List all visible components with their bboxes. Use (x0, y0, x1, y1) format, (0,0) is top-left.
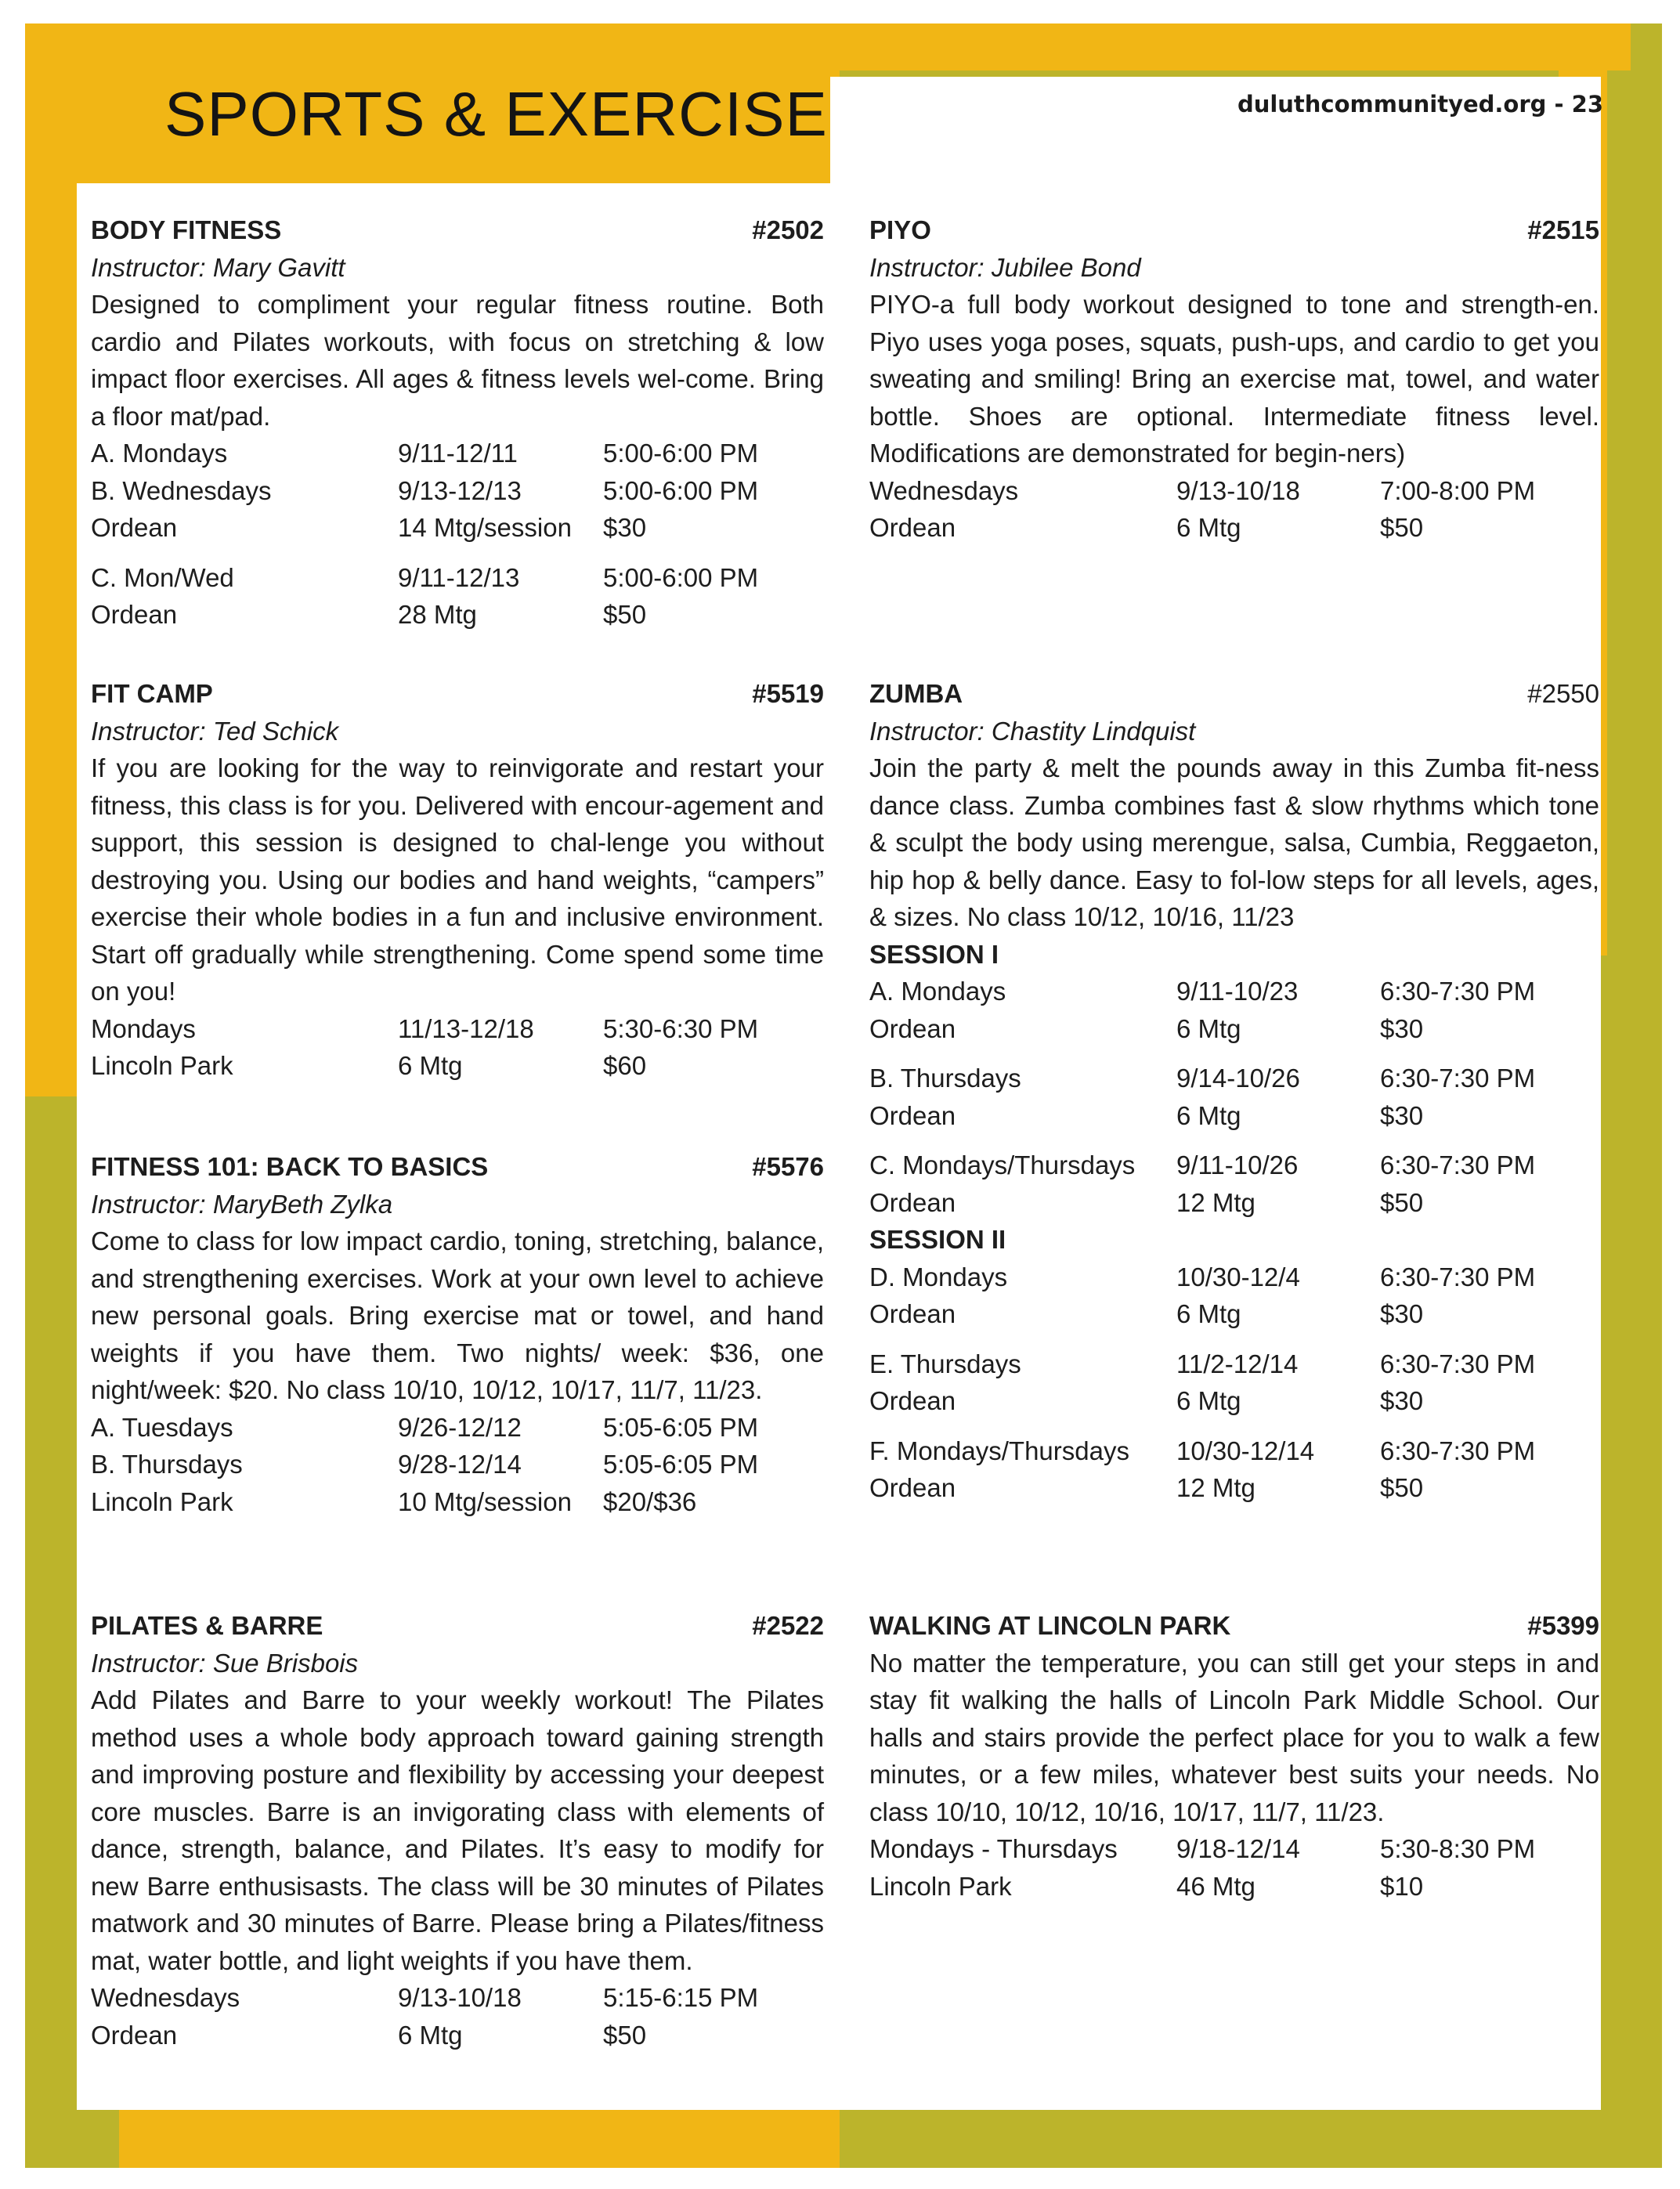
course-zumba (869, 675, 1599, 1507)
course-title: PIYO (869, 215, 931, 244)
course-pilates-barre (91, 1607, 824, 2054)
session-heading: SESSION I (869, 939, 999, 969)
course-instructor: Instructor: Jubilee Bond (869, 252, 1141, 282)
course-body-fitness (91, 211, 824, 634)
schedule-row: C. Mon/Wed 9/11-12/13 5:00-6:00 PM (91, 562, 759, 592)
course-instructor: Instructor: Chastity Lindquist (869, 716, 1196, 746)
schedule-row: Ordean 6 Mtg $30 (869, 1299, 1424, 1328)
course-number: #2502 (752, 215, 824, 244)
course-walking-lincoln-park (869, 1607, 1599, 1905)
session-heading: SESSION II (869, 1225, 1006, 1254)
background-gold-top-strip (840, 23, 1631, 70)
schedule-row: B. Thursdays 9/28-12/14 5:05-6:05 PM (91, 1450, 759, 1479)
schedule-row: A. Tuesdays 9/26-12/12 5:05-6:05 PM (91, 1412, 759, 1442)
course-instructor: Instructor: MaryBeth Zylka (91, 1189, 393, 1219)
course-instructor: Instructor: Sue Brisbois (91, 1648, 359, 1678)
schedule-row: Mondays - Thursdays 9/18-12/14 5:30-8:30 PM (869, 1834, 1536, 1863)
schedule-row: F. Mondays/Thursdays 10/30-12/14 6:30-7:30 PM (869, 1436, 1536, 1465)
schedule-row: Ordean 6 Mtg $30 (869, 1100, 1424, 1130)
course-description: If you are looking for the way to reinvigorate and restart your fitness, this class is for you. Delivered with encour-agement and support, this session is designed to chal-lenge you without destroying you. Using our bodies and hand weights, “campers” exercise their whole bodies in a fun and inclusive environment. Start off gradually while strengthening. Come spend some time on you! (91, 753, 824, 1006)
course-title: PILATES & BARRE (91, 1611, 323, 1640)
course-number: #5399 (1527, 1611, 1599, 1640)
schedule-row: Wednesdays 9/13-10/18 5:15-6:15 PM (91, 1983, 759, 2012)
schedule-row: Ordean 6 Mtg $50 (869, 513, 1424, 542)
course-number: #5576 (752, 1152, 824, 1181)
schedule-row: Ordean 12 Mtg $50 (869, 1187, 1424, 1217)
site-page-number: duluthcommunityed.org - 23 (1237, 91, 1603, 117)
schedule-row: Mondays 11/13-12/18 5:30-6:30 PM (91, 1013, 759, 1043)
schedule-row: A. Mondays 9/11-12/11 5:00-6:00 PM (91, 439, 759, 468)
schedule-row: E. Thursdays 11/2-12/14 6:30-7:30 PM (869, 1349, 1536, 1378)
course-description: Designed to compliment your regular fitness routine. Both cardio and Pilates workouts, with focus on stretching & low impact floor exercises. All ages & fitness levels wel-come. Bring a floor mat/pad. (91, 290, 824, 431)
schedule-row: Ordean 28 Mtg $50 (91, 600, 647, 629)
course-description: Come to class for low impact cardio, toning, stretching, balance, and strengthening exercises. Work at your own level to achieve new personal goals. Bring exercise mat or towel, and hand weights if you have them. Two nights/ week: $36, one night/week: $20. No class 10/10, 10/12, 10/17, 11/7, 11/23. (91, 1226, 824, 1404)
course-number: #2515 (1527, 215, 1599, 244)
course-instructor: Instructor: Ted Schick (91, 716, 339, 746)
schedule-row: Wednesdays 9/13-10/18 7:00-8:00 PM (869, 475, 1536, 505)
page-title: SPORTS & EXERCISE (164, 79, 828, 149)
course-title: WALKING AT LINCOLN PARK (869, 1611, 1231, 1640)
schedule-row: Ordean 14 Mtg/session $30 (91, 513, 647, 542)
course-title: FITNESS 101: BACK TO BASICS (91, 1152, 489, 1181)
schedule-row: Lincoln Park 46 Mtg $10 (869, 1871, 1424, 1901)
schedule-row: A. Mondays 9/11-10/23 6:30-7:30 PM (869, 977, 1536, 1006)
course-number: #2522 (752, 1611, 824, 1640)
course-piyo (869, 211, 1599, 547)
schedule-row: B. Thursdays 9/14-10/26 6:30-7:30 PM (869, 1064, 1536, 1093)
course-fitness-101 (91, 1148, 824, 1520)
schedule-row: Ordean 6 Mtg $30 (869, 1013, 1424, 1043)
schedule-row: Ordean 6 Mtg $50 (91, 2020, 647, 2050)
schedule-row: Ordean 6 Mtg $30 (869, 1386, 1424, 1415)
course-number: #5519 (752, 679, 824, 708)
course-fit-camp (91, 675, 824, 1085)
schedule-row: C. Mondays/Thursdays 9/11-10/26 6:30-7:30 PM (869, 1150, 1536, 1179)
course-number: #2550 (1527, 679, 1599, 708)
schedule-row: Lincoln Park 6 Mtg $60 (91, 1051, 647, 1080)
course-description: PIYO-a full body workout designed to tone and strength-en. Piyo uses yoga poses, squats, push-ups, and cardio to get you sweating and smiling! Bring an exercise mat, towel, and water bottle. Shoes are optional. Intermediate fitness level. Modifications are demonstrated for begin-ners) (869, 290, 1599, 468)
course-title: ZUMBA (869, 679, 963, 708)
schedule-row: D. Mondays 10/30-12/4 6:30-7:30 PM (869, 1262, 1536, 1291)
schedule-row: Ordean 12 Mtg $50 (869, 1473, 1424, 1502)
course-title: BODY FITNESS (91, 215, 282, 244)
schedule-row: Lincoln Park 10 Mtg/session $20/$36 (91, 1486, 697, 1516)
course-description: Add Pilates and Barre to your weekly workout! The Pilates method uses a whole body approach toward gaining strength and improving posture and flexibility by accessing your deepest core muscles. Barre is an invigorating class with elements of dance, strength, balance, and Pilates. It’s easy to modify for new Barre enthusisasts. The class will be 30 minutes of Pilates matwork and 30 minutes of Barre. Please bring a Pilates/fitness mat, water bottle, and light weights if you have them. (91, 1685, 824, 1975)
schedule-row: B. Wednesdays 9/13-12/13 5:00-6:00 PM (91, 475, 759, 505)
course-instructor: Instructor: Mary Gavitt (91, 252, 345, 282)
course-title: FIT CAMP (91, 679, 213, 708)
course-description: Join the party & melt the pounds away in this Zumba fit-ness dance class. Zumba combines fast & slow rhythms which tone & sculpt the body using merengue, salsa, Cumbia, Reggaeton, hip hop & belly dance. Easy to fol-low steps for all levels, ages, & sizes. No class 10/12, 10/16, 11/23 (869, 753, 1599, 931)
course-description: No matter the temperature, you can still get your steps in and stay fit walking the halls of Lincoln Park Middle School. Our halls and stairs provide the perfect place for you to walk a few minutes, or a few miles, whatever best suits your needs. No class 10/10, 10/12, 10/16, 10/17, 11/7, 11/23. (869, 1648, 1599, 1826)
